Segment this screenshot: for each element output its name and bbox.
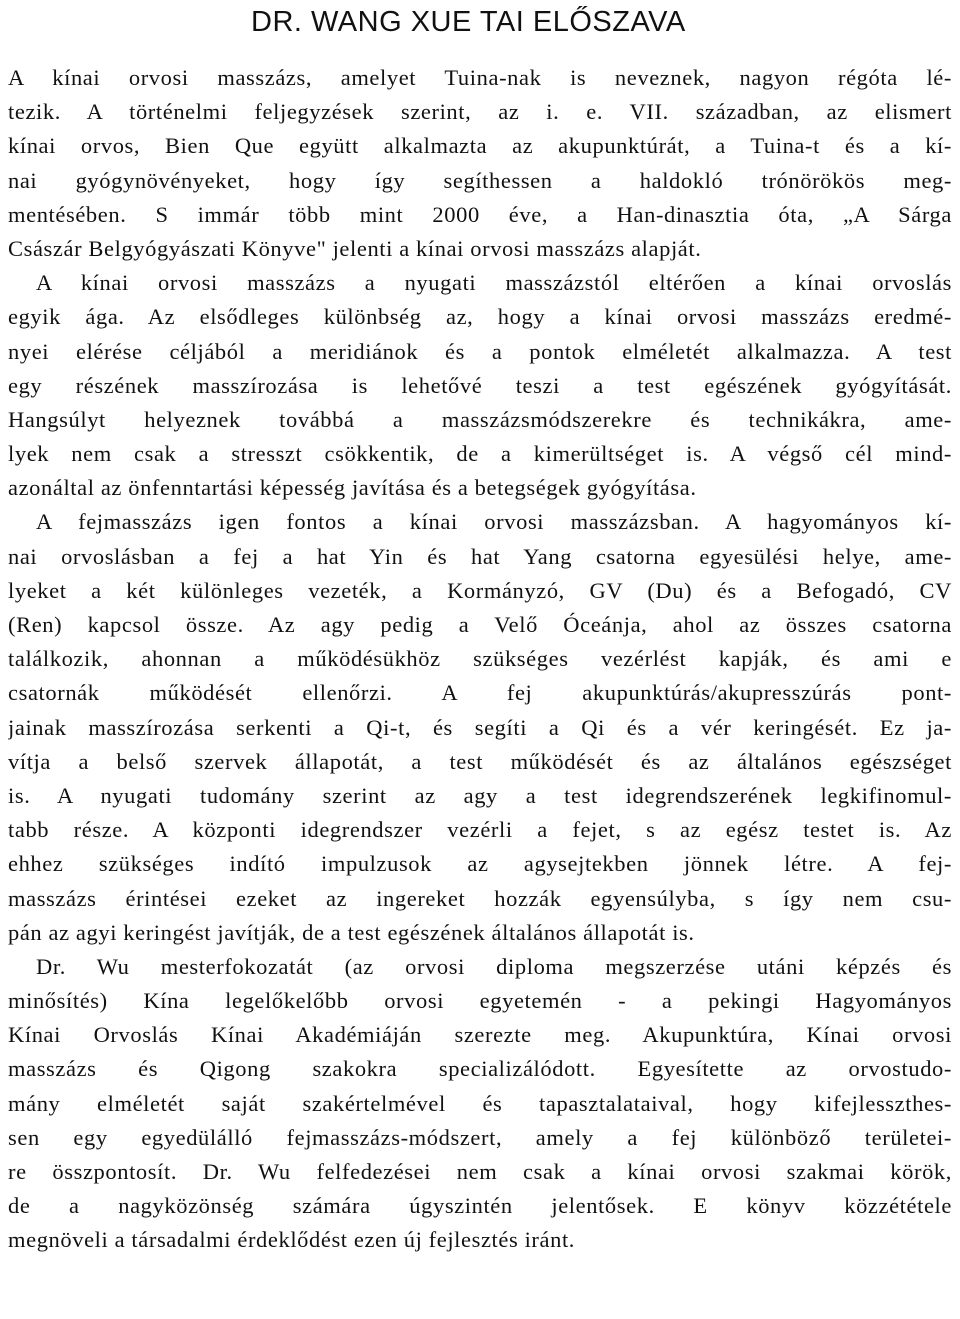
text-line: lyek nem csak a stresszt csökkentik, de a kimerültséget is. A végső cél mind- (8, 441, 952, 467)
text-line: azonáltal az önfenntartási képesség javítása és a betegségek gyógyítása. (8, 475, 697, 501)
text-line: Dr. Wu mesterfokozatát (az orvosi diploma megszerzése utáni képzés és (36, 953, 952, 979)
text-line: egyik ága. Az elsődleges különbség az, hogy a kínai orvosi masszázs eredmé- (8, 304, 952, 330)
text-line: A fejmasszázs igen fontos a kínai orvosi masszázsban. A hagyományos kí- (36, 509, 952, 535)
text-line: csatornák működését ellenőrzi. A fej akupunktúrás/akupresszúrás pont- (8, 680, 952, 706)
text-line: masszázs érintései ezeket az ingereket hozzák egyensúlyba, s így nem csu- (8, 885, 952, 911)
preface-body (8, 61, 952, 1258)
text-line: Császár Belgyógyászati Könyve" jelenti a kínai orvosi masszázs alapját. (8, 235, 702, 261)
text-line: Hangsúlyt helyeznek továbbá a masszázsmódszerekre és technikákra, ame- (8, 406, 952, 432)
text-line: minősítés) Kína legelőkelőbb orvosi egyetemén - a pekingi Hagyományos (8, 988, 952, 1014)
text-line: A kínai orvosi masszázs a nyugati masszázstól eltérően a kínai orvoslás (36, 270, 952, 296)
text-line: vítja a belső szervek állapotát, a test működését és az általános egészséget (8, 748, 952, 774)
text-line: Kínai Orvoslás Kínai Akadémiáján szerezte meg. Akupunktúra, Kínai orvosi (8, 1022, 952, 1048)
text-line: (Ren) kapcsol össze. Az agy pedig a Velő Óceánja, ahol az összes csatorna (8, 612, 952, 637)
text-line: masszázs és Qigong szakokra specializálódott. Egyesítette az orvostudo- (8, 1056, 952, 1082)
text-line: tezik. A történelmi feljegyzések szerint, az i. e. VII. században, az elismert (8, 99, 952, 125)
text-line: ehhez szükséges indító impulzusok az agysejtekben jönnek létre. A fej- (8, 851, 952, 877)
text-line: pán az agyi keringést javítják, de a test egészének általános állapotát is. (8, 919, 695, 945)
text-line: de a nagyközönség számára úgyszintén jelentősek. E könyv közzététele (8, 1193, 952, 1219)
text-line: A kínai orvosi masszázs, amelyet Tuina-nak is neveznek, nagyon régóta lé- (8, 65, 952, 90)
text-line: sen egy egyedülálló fejmasszázs-módszert, amely a fej különböző területei- (8, 1124, 952, 1150)
text-line: nyei elérése céljából a meridiánok és a pontok elméletét alkalmazza. A test (8, 338, 952, 364)
text-line: találkozik, ahonnan a működésükhöz szükséges vezérlést kapják, és ami e (8, 646, 952, 672)
text-line: kínai orvos, Bien Que együtt alkalmazta az akupunktúrát, a Tuina-t és a kí- (8, 133, 952, 159)
text-line: mány elméletét saját szakértelmével és tapasztalataival, hogy kifejlesszthes- (8, 1090, 952, 1116)
text-line: jainak masszírozása serkenti a Qi-t, és segíti a Qi és a vér keringését. Ez ja- (8, 714, 952, 740)
text-line: nai gyógynövényeket, hogy így segíthessen a haldokló trónörökös meg- (8, 167, 952, 193)
text-line: re összpontosít. Dr. Wu felfedezései nem csak a kínai orvosi szakmai körök, (8, 1159, 952, 1184)
text-line: tabb része. A központi idegrendszer vezérli a fejet, s az egész testet is. Az (8, 817, 952, 843)
text-line: is. A nyugati tudomány szerint az agy a test idegrendszerének legkifinomul- (8, 782, 952, 808)
text-line: megnöveli a társadalmi érdeklődést ezen új fejlesztés iránt. (8, 1227, 576, 1253)
text-line: lyeket a két különleges vezeték, a Kormányzó, GV (Du) és a Befogadó, CV (8, 577, 952, 603)
text-line: egy részének masszírozása is lehetővé teszi a test egészének gyógyítását. (8, 372, 952, 398)
page-title: DR. WANG XUE TAI ELŐSZAVA (251, 6, 686, 38)
text-line: mentésében. S immár több mint 2000 éve, a Han-dinasztia óta, „A Sárga (8, 201, 952, 227)
text-line: nai orvoslásban a fej a hat Yin és hat Yang csatorna egyesülési helye, ame- (8, 543, 952, 569)
